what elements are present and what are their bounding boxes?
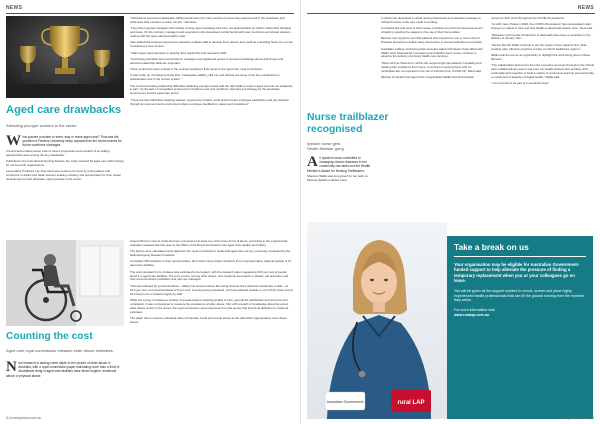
article1-standfirst: Attracting younger workers to the sector. — [6, 123, 78, 128]
paragraph: In which she developed a virtual nursing framework and education package to onboard nurses to the new mode of working. — [381, 17, 481, 24]
paragraph: In their wrap up, the lawyers wrote that: “Inadequate staffing, skill mix and training are some of the key contributors to substandard care in the current system.” — [130, 73, 280, 82]
article1-col2 — [130, 17, 294, 235]
article2-col2 — [130, 240, 294, 412]
paragraph: Shannon Wallis was recognised for her work on MeCare (Mobile-enabled Care). — [307, 173, 368, 182]
article-col3 — [491, 17, 595, 217]
article-col2 — [381, 17, 485, 217]
article2-col1 — [6, 361, 124, 411]
paragraph: Around 39.2 per cent of residents have encountered at least one of the three forms of abuse, according to the experimental estimates released late last year by the Office of the Royal Commission into Aged Care Quality and Safety. — [130, 240, 288, 247]
paragraph: “There are also difficulties retaining workers. Approved providers could ensure better employee satisfaction and job retention through an improved work environment where employee feedback is valued and considered.” — [130, 97, 289, 106]
paragraph: These sentiments were echoed in the counsel assisting’s final report to the aged care royal commission. — [130, 67, 263, 72]
lead-text: hat pushes a worker to enter, stay or leave aged care? That was the question a Flinders University study unpacked as the sector braces for future workforce shortages. — [22, 135, 122, 148]
article2-lead — [6, 361, 124, 378]
section-label: NEWS — [6, 5, 23, 11]
article-col1 — [307, 156, 375, 214]
article2-headline: Counting the cost — [6, 331, 93, 342]
lead-text: n Ipswich nurse committed to managing chronic diseases in her community has taken out the Health Minister’s Award for Nursing Trailblazers. — [307, 156, 371, 173]
paragraph: “As with many things in 2020, the COVID-19 pandemic has necessitated rapid change to models of care and how health professionals deliver care,” Hunt said. — [491, 22, 594, 31]
promo-title: Take a break on us — [454, 242, 529, 252]
promo-bold-text: Your organisation may be eligible for Australian Government-funded support to help alleviate the pressure of finding a temporary replacement when you or your colleagues go on leave. — [454, 261, 580, 284]
paragraph: It found work-related stress, lack of career progression and a dearth of up-skilling opportunities were among the key drawbacks. — [6, 149, 110, 157]
promo-rule — [454, 256, 586, 257]
paragraph: MeCare now supports over 900 patients who experience one or more chronic illnesses and aims to deliver early intervention to prevent admission to hospital. — [381, 36, 483, 45]
dropcap: W — [6, 135, 21, 149]
paragraph: Minister for Health and Aged Care congratulated Wallis and all Australian — [381, 74, 475, 79]
paragraph: It included 768 residents or their representative, all of whom were drawn randomly from a representative national sample of 67 aged care facilities. — [130, 259, 292, 268]
paragraph: Australian College of Nursing chief executive Adjunct Professor Kylie Ward said Wallis’ work reflected the innovation and insightful ways nurses continue to advance the delivery of primary health care services. — [381, 46, 483, 59]
article-headline-line1: Nurse trailblazer — [307, 112, 389, 123]
dropcap: A — [307, 156, 318, 170]
page-footer: nursingreview.com.au | 9 — [558, 416, 594, 420]
paragraph: The figures were calculated using data from the royal commission’s residential aged care survey, previously conducted by the National Ageing Research Institute. — [130, 249, 291, 258]
paragraph: “I am honored to be part of a wonderful team”. — [491, 81, 550, 86]
section-label: NEWS — [577, 5, 594, 11]
paragraph: That was followed by emotional abuse – falling into account issues like being shouted at by staff and treated like a child – at 22.6 per cent, and physical abuse at 5 per cent, covering being restrained, not being allowed outside or out of their chair or bed, and being hurt or treated roughly by staff. — [130, 283, 294, 296]
paragraph: Published in the International Nursing Review, the study involved 52 aged care staff working for not-for-profit organisations. — [6, 159, 124, 168]
gov-logo-text: Australian Government — [326, 400, 364, 404]
nurse-photo — [307, 222, 447, 419]
wheelchair-illustration — [6, 240, 124, 326]
paragraph: It included tips and tools to help nurses complete an environmental assessment virtually by guiding the patients in the use of their home tablet. — [381, 26, 483, 35]
promo-url-link[interactable]: www.ruralap.com.au — [454, 313, 490, 318]
paragraph: Xiao added that employer-sponsored education enables staff to develop their careers and could be a deciding factor for a nurse considering a new venture. — [130, 40, 293, 49]
paragraph: The most prevalent form of abuse was estimated to be neglect, with the research paper suggesting 30.8 per cent of people faced it in aged care facilities. The term covers, among other issues, how residents are helped to shower, eat and toilet, and how concerns about medication and pain are managed. — [130, 269, 289, 282]
paragraph: “Participants perceived inadequate staffing levels were the main sources of stress they experienced in the workplace and influenced their intention to leave the job,” said Xiao. — [130, 17, 285, 24]
dropcap: N — [6, 361, 17, 375]
promo-box — [447, 236, 593, 419]
paragraph: nurses for their work throughout the COVID-19 pandemic. — [491, 17, 565, 20]
header-rule — [6, 13, 294, 14]
paragraph: “Staff expect paid education to develop their leadership and teamwork skills. — [130, 50, 228, 55]
header-rule — [307, 13, 595, 14]
paragraph: “Continuing education and mentorship for managers and registered nurses to develop knowledge about staff issues and effective leadership skills are important. — [130, 56, 284, 65]
article2-standfirst: Aged care royal commission releases elder abuse estimates. — [6, 348, 114, 353]
article1-col1 — [6, 135, 124, 235]
lead-text: ew research is adding some depth to the picture of elder abuse in Australia, with a royal commission paper estimating more than a third of Australians living in aged care facilities have faced neglect, emotional abuse or physical abuse. — [6, 361, 120, 378]
standfirst-line: Health Minister gong. — [307, 146, 345, 151]
promo-body-text: You will be given all the support needed to recruit, screen and place highly experienced health professionals that can fill the ground running from the moment they arrive. — [454, 288, 585, 303]
trophy-photo — [6, 16, 124, 98]
paragraph: The paper did not explore estimated rates of financial, social and sexual abuse as the data didn’t appropriately cover these issues. — [130, 315, 287, 324]
wheelchair-photo — [6, 240, 124, 326]
paragraph: While the survey completed a number of questionnaires exploring quality of care, general life satisfaction and concerns and complaints, it was not designed to measure the prevalence of elder abuse. Still, with a dearth of knowledge about the extent elder abuse occurs in the sector, the royal commission used responses from the survey that best fit its definition to create its estimates. — [130, 297, 289, 314]
paragraph: Wallis took the win as an opportunity to highlight the work being done in West Moreton. — [491, 52, 590, 61]
right-page — [300, 0, 600, 424]
promo-info-label: For more information visit — [454, 307, 495, 312]
standfirst-line: Ipswich nurse gets — [307, 141, 341, 146]
paragraph: “Work such as Shannon’s, which can support high-risk patients in isolating and treating their conditions from home, is crucial to ensuring those with co-morbidities are not exposed to the risk of infection from COVID-19,” Ward said. — [381, 60, 482, 73]
trophy-illustration — [6, 16, 124, 98]
article1-headline: Aged care drawbacks — [6, 104, 122, 116]
nurse-illustration — [307, 222, 447, 419]
article-lead — [307, 156, 375, 173]
article1-lead — [6, 135, 124, 148]
rural-lap-logo-text: rural LAP — [397, 400, 425, 406]
paragraph: The counsel assisting added that difficulties attracting enough people with the right skills to work in aged care can be explained, in part, “by the lack of competitive employment conditions and poor workforce planning and strategy by the Australian Government and the aged care sector. — [130, 83, 293, 96]
paragraph: “They also reported managers who lacked nursing care knowledge and were not approachable for staff to share their thoughts and ideas. On the contrary, managers and supervisors who developed cordial bonds with team members and shared decision making with the team attracted staff to stay.” — [130, 26, 292, 39]
paragraph: “Nurses like Ms Wallis continue to put the needs of their patients first, while creating safe, effective practices to help our whole healthcare system.” — [491, 42, 587, 51]
paragraph: Lead author Professor Lily Xiao said more needs to be done by policymakers and employers to attract and retain workers seeking certainty and opportunities for their career development to help eliminate ongoing issues in the sector. — [6, 169, 122, 182]
article-headline-line2: recognised — [307, 124, 363, 135]
paragraph: “Measures such as the introduction of telehealth have been a revolution in the delivery of primary care. — [491, 32, 591, 41]
page-footer: 8 | nursingreview.com.au — [6, 416, 42, 420]
paragraph: “The collaborative that occurs from the executive sponsors through to the clinical care multidisciplinary teams and even our health partners and auxiliary staff continually work together to build a culture of continuous learning and ownership, a crucial part of adoption of digital health,” Wallis said. — [491, 63, 595, 79]
